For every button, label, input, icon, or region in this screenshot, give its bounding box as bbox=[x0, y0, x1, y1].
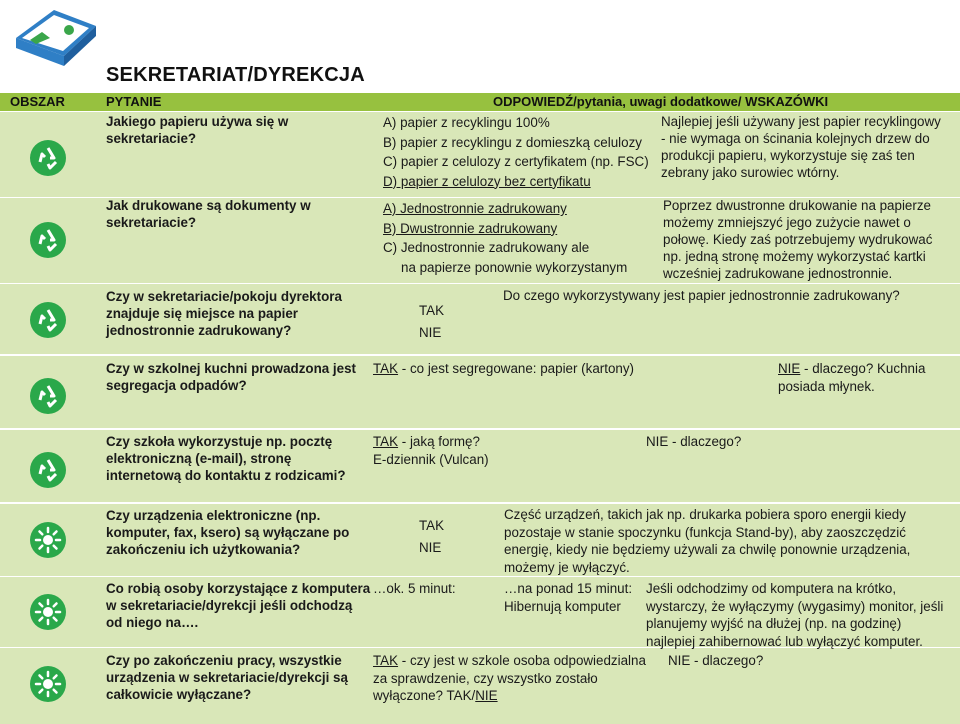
followup-paper-use: Do czego wykorzystywany jest papier jednostronnie zadrukowany? bbox=[503, 288, 900, 303]
yes-no-paper-place: TAK NIE bbox=[419, 303, 445, 340]
yes-no-devices-off: TAK NIE bbox=[419, 518, 445, 555]
recycle-icon bbox=[30, 452, 66, 488]
header-answer: ODPOWIEDŹ/pytania, uwagi dodatkowe/ WSKAZÓWKI bbox=[493, 94, 829, 109]
recycle-icon bbox=[30, 302, 66, 338]
header-question: PYTANIE bbox=[106, 94, 162, 109]
question-computer-away: Co robią osoby korzystające z komputera w sekretariacie/dyrekcji jeśli odchodzą od niego na…. bbox=[106, 581, 371, 630]
question-email-contact: Czy szkoła wykorzystuje np. pocztę elektroniczną (e-mail), stronę internetową do kontaktu z rodzicami? bbox=[106, 434, 346, 483]
tip-printing: Poprzez dwustronne drukowanie na papierze możemy zmniejszyć jego zużycie nawet o połowę. Kiedy zaś potrzebujemy wydrukować np. jedną stronę możemy wykorzystać kartki wcześniej zadrukowane jednostronnie. bbox=[663, 198, 933, 281]
answer-no-end-of-work: NIE - dlaczego? bbox=[668, 653, 764, 668]
header-area: OBSZAR bbox=[10, 94, 65, 109]
question-end-of-work: Czy po zakończeniu pracy, wszystkie urządzenia w sekretariacie/dyrekcji są całkowicie wyłączane? bbox=[106, 653, 348, 702]
sun-icon bbox=[30, 666, 66, 702]
answer-no-segregation: NIE - dlaczego? Kuchnia posiada młynek. bbox=[778, 361, 926, 394]
tip-hibernate: Jeśli odchodzimy od komputera na krótko, wystarczy, że wyłączymy (wygasimy) monitor, jeśli planujemy wyjść na dłużej (np. na godzinę) najlepiej zahibernować lub wyłączyć komputer. bbox=[646, 581, 944, 649]
tip-paper-type: Najlepiej jeśli używany jest papier recyklingowy - nie wymaga on ścinania kolejnych drzew do produkcji papieru, wykorzystuje się zaś ten zebrany jako surowiec wtórny. bbox=[661, 114, 941, 180]
question-printing: Jak drukowane są dokumenty w sekretariacie? bbox=[106, 198, 311, 230]
recycle-icon bbox=[30, 140, 66, 176]
tip-standby: Część urządzeń, takich jak np. drukarka pobiera sporo energii kiedy pozostaje w stanie spoczynku (funkcja Stand-by), aby zaoszczędzić energię, kiedy nie będziemy używali za chwilę ponownie urządzenia, możemy je wyłączyć. bbox=[504, 507, 911, 575]
laptop-logo-icon bbox=[6, 4, 102, 87]
answer-5-minutes: …ok. 5 minut: bbox=[373, 581, 456, 596]
page-title: SEKRETARIAT/DYREKCJA bbox=[106, 64, 365, 86]
recycle-icon bbox=[30, 378, 66, 414]
question-waste-segregation: Czy w szkolnej kuchni prowadzona jest segregacja odpadów? bbox=[106, 361, 357, 393]
answer-yes-end-of-work: TAK - czy jest w szkole osoba odpowiedzialna za sprawdzenie, czy wszystko zostało wyłączone? TAK/NIE bbox=[373, 653, 646, 703]
answer-yes-email: TAK - jaką formę? E-dziennik (Vulcan) bbox=[373, 434, 489, 467]
sun-icon bbox=[30, 594, 66, 630]
question-devices-off: Czy urządzenia elektroniczne (np. komputer, fax, ksero) są wyłączane po zakończeniu ich użytkowania? bbox=[106, 508, 350, 557]
answer-15-minutes: …na ponad 15 minut: Hibernują komputer bbox=[504, 581, 633, 614]
options-printing: A) Jednostronnie zadrukowany B) Dwustronnie zadrukowany C) Jednostronnie zadrukowany ale na papierze ponownie wykorzystanym bbox=[383, 201, 628, 275]
options-paper-type: A) papier z recyklingu 100% B) papier z recyklingu z domieszką celulozy C) papier z celulozy z certyfikatem (np. FSC) D) papier z celulozy bez certyfikatu bbox=[383, 115, 649, 189]
answer-yes-segregation: TAK - co jest segregowane: papier (kartony) bbox=[373, 361, 635, 376]
sun-icon bbox=[30, 522, 66, 558]
recycle-icon bbox=[30, 222, 66, 258]
question-paper-place: Czy w sekretariacie/pokoju dyrektora znajduje się miejsce na papier jednostronnie zadrukowany? bbox=[106, 289, 342, 338]
question-paper-type: Jakiego papieru używa się w sekretariacie? bbox=[106, 114, 289, 146]
answer-no-email: NIE - dlaczego? bbox=[646, 434, 742, 449]
